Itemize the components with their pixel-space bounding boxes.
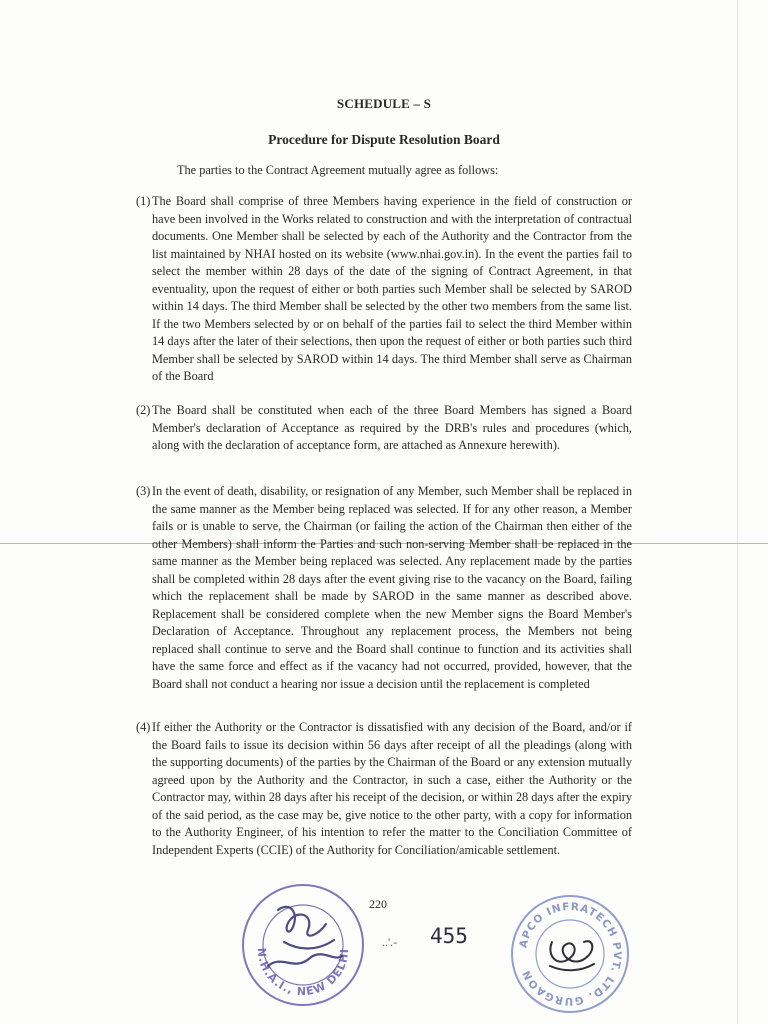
- clause-number: (2): [136, 403, 151, 417]
- margin-rule: [737, 0, 738, 1024]
- signature-scribble: [550, 941, 594, 970]
- seal-lettering: APCO INFRATECH PVT. LTD. GURGAON: [517, 900, 624, 1008]
- procedure-subtitle: Procedure for Dispute Resolution Board: [268, 132, 500, 147]
- seal-rings: [512, 896, 628, 1012]
- clause-text: The Board shall be constituted when each of the three Board Members has signed a Board Member's declaration of Acceptance as required by the DRB's rules and procedures (which, along with the declaration of acceptance form, are attached as Annexure herewith).: [152, 403, 632, 452]
- clause-text: In the event of death, disability, or resignation of any Member, such Member shall be replaced in the same manner as the Member being replaced was selected. If for any other reason, a Member fails or is unable to serve, the Chairman (or failing the action of the Chairman then either of the other Members) shall inform the Parties and such non-serving Member shall be replaced in the same manner as the Member being replaced was selected. Any replacement made by the parties shall be completed within 28 days after the event giving rise to the vacancy on the Board, failing which the replacement shall be made by SAROD in the same manner as described above. Replacement shall be considered complete when the new Member signs the Board Member's Declaration of Acceptance. Throughout any replacement process, the Members not being replaced shall continue to serve and the Board shall continue to function and its activities shall have the same force and effect as if the vacancy had not occurred, provided, however, that the Board shall not conduct a hearing nor issue a decision until the replacement is completed: [152, 484, 632, 691]
- clause-2: [136, 402, 632, 455]
- clause-3: [136, 483, 632, 693]
- clause-text: The Board shall comprise of three Members having experience in the field of construction or have been involved in the Works related to construction and with the interpretation of contractual documents. One Member shall be selected by each of the Authority and the Contractor from the list maintained by NHAI hosted on its website (www.nhai.gov.in). In the event the parties fail to select the member within 28 days of the date of the signing of Contract Agreement, in that eventuality, upon the request of either or both parties such Member shall be selected by SAROD within 14 days. The third Member shall be selected by the other two members from the same list. If the two Members selected by or on behalf of the parties fail to select the third Member within 14 days after the later of their selections, then upon the request of either or both parties such third Member shall be selected by SAROD within 14 days. The third Member shall serve as Chairman of the Board: [152, 194, 632, 383]
- schedule-title: SCHEDULE – S: [336, 96, 432, 111]
- apco-company-seal: [508, 892, 632, 1016]
- handwritten-folio-number: 455: [430, 924, 468, 948]
- clause-number: (3): [136, 484, 151, 498]
- clause-number: (4): [136, 720, 151, 734]
- clause-1: [136, 193, 632, 386]
- seal-lettering: N.H.A.I., NEW DELHI: [254, 947, 352, 999]
- clause-4: [136, 719, 632, 859]
- page-number: 220: [369, 897, 387, 911]
- nhai-seal-stamp: [238, 880, 368, 1010]
- folio-mark: ..'.-: [382, 935, 398, 949]
- clause-number: (1): [136, 194, 151, 208]
- clause-text: If either the Authority or the Contractor is dissatisfied with any decision of the Board, and/or if the Board fails to issue its decision within 56 days after receipt of all the pleadings (along with the supporting documents) of the parties by the Chairman of the Board or any extension mutually agreed upon by the Authority and the Contractor, in such a case, either the Authority or the Contractor may, within 28 days after his receipt of the decision, or within 28 days after the expiry of the said period, as the case may be, give notice to the other party, with a copy for information to the Authority Engineer, of his intention to refer the matter to the Conciliation Committee of Independent Experts (CCIE) of the Authority for Conciliation/amicable settlement.: [152, 720, 632, 857]
- intro-sentence: The parties to the Contract Agreement mutually agree as follows:: [177, 163, 499, 177]
